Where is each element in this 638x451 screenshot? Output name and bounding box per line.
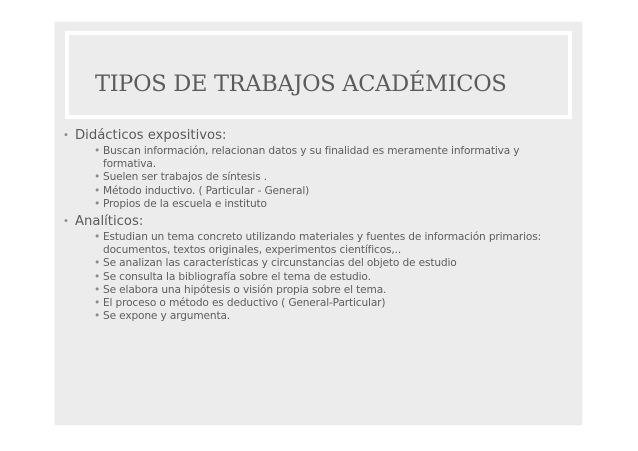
bullet-icon: • — [94, 197, 101, 210]
bullet-icon: • — [94, 184, 101, 197]
bullet-icon: • — [63, 130, 69, 141]
list-item: • Buscan información, relacionan datos y su finalidad es meramente informativa y formativa. — [94, 145, 520, 171]
slide — [55, 22, 582, 425]
list-item: • Se expone y argumenta. — [94, 310, 231, 323]
section-heading-didacticos — [63, 128, 573, 144]
list-item: • Se analizan las características y circunstancias del objeto de estudio — [94, 257, 457, 270]
bullet-icon: • — [94, 283, 101, 296]
bullet-icon: • — [94, 270, 101, 283]
slide-title: TIPOS DE TRABAJOS ACADÉMICOS — [95, 71, 507, 97]
slide-content — [63, 125, 573, 323]
bullet-icon: • — [94, 257, 101, 270]
section-heading-text: Didácticos expositivos: — [75, 128, 227, 143]
bullet-icon: • — [94, 310, 101, 323]
list-didacticos — [63, 145, 573, 211]
bullet-icon: • — [94, 297, 101, 310]
list-item: • Propios de la escuela e instituto — [94, 197, 267, 210]
list-item: • Suelen ser trabajos de síntesis . — [94, 171, 268, 184]
section-heading-analiticos — [63, 214, 573, 230]
title-frame — [65, 31, 572, 119]
section-heading-text: Analíticos: — [75, 214, 144, 230]
list-analiticos — [63, 231, 573, 323]
list-item: • Se consulta la bibliografía sobre el tema de estudio. — [94, 270, 371, 283]
list-item: • Estudian un tema concreto utilizando materiales y fuentes de información primarios: documentos, textos originales, experimentos científicos,.. — [94, 231, 542, 257]
list-item: • Método inductivo. ( Particular - General) — [94, 184, 310, 197]
bullet-icon: • — [94, 171, 101, 184]
list-item: • El proceso o método es deductivo ( General-Particular) — [94, 297, 386, 310]
list-item: • Se elabora una hipótesis o visión propia sobre el tema. — [94, 283, 387, 296]
bullet-icon: • — [63, 216, 69, 228]
bullet-icon: • — [94, 231, 101, 244]
bullet-icon: • — [94, 145, 101, 157]
